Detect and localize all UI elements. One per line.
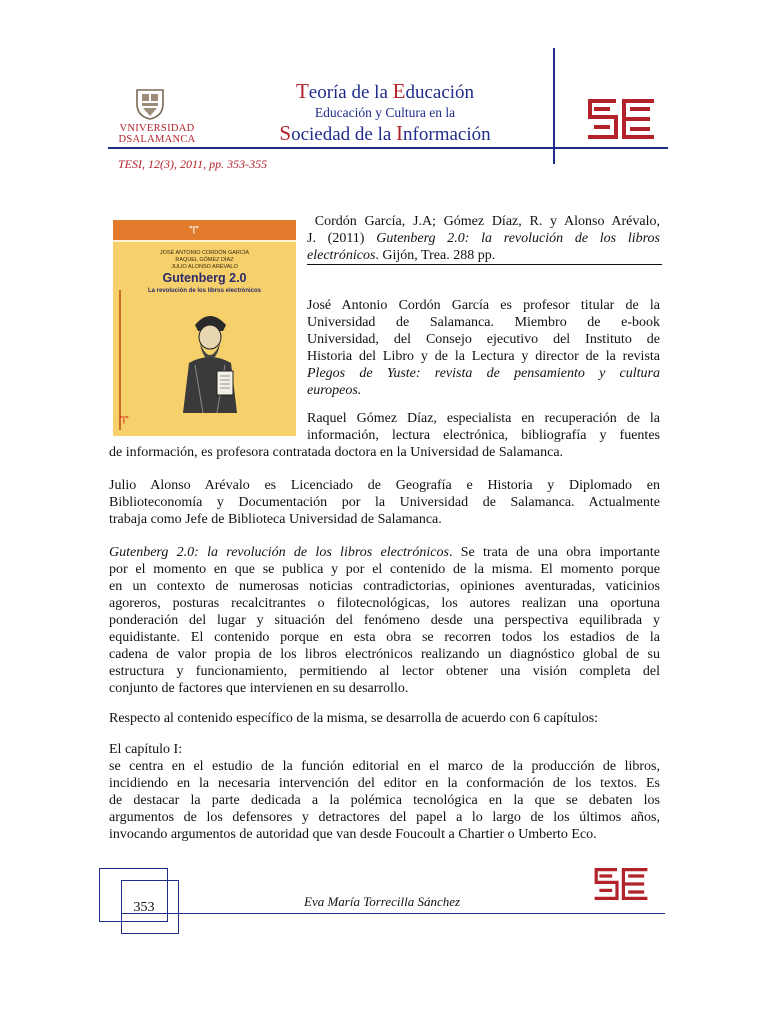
footer-rule (121, 913, 665, 914)
paragraph-author-1: José Antonio Cordón García es profesor titular de la Universidad de Salamanca. Miembro de e-book Universidad, del Consejo ejecutivo del Instituto de Historia del Libro y de la Lectura y director de la revista Plegos de Yuste: revista de pensamiento y cultura europeos. (307, 298, 660, 398)
university-name: VNIVERSIDAD DSALAMANCA (118, 123, 196, 145)
page-number: 353 (133, 900, 155, 915)
cover-subtitle: La revolución de los libros electrónicos (147, 288, 262, 294)
cover-title: Gutenberg 2.0 (162, 271, 247, 285)
paragraph-chapters-intro: Respecto al contenido específico de la misma, se desarrolla de acuerdo con 6 capítulos: (109, 711, 599, 726)
cover-authors: JOSÉ ANTONIO CORDÓN GARCÍA RAQUEL GÓMEZ DÍAZ JULIO ALONSO ARÉVALO (159, 250, 250, 270)
journal-title: Teoría de la Educación Educación y Cultura en la Sociedad de la Información (279, 79, 491, 145)
footer-author: Eva María Torrecilla Sánchez (304, 894, 461, 909)
se-logo-icon (586, 97, 656, 141)
publisher-mark: "|" (189, 225, 199, 234)
paragraph-author-2: Raquel Gómez Díaz, especialista en recuperación de la información, lectura electrónica, bibliografía y fuentes de información, es profesora contratada doctora en la Universidad de Salamanca. (109, 411, 660, 460)
header-divider-horizontal (108, 147, 668, 149)
journal-citation: TESI, 12(3), 2011, pp. 353-355 (118, 157, 268, 171)
reference-underline (307, 264, 662, 265)
paragraph-author-3: Julio Alonso Arévalo es Licenciado de Geografía e Historia y Diplomado en Biblioteconomía y Documentación por la Universidad de Salamanca. Actualmente trabaja como Jefe de Biblioteca Universidad de Salamanca. (109, 478, 660, 527)
cover-spine-text-decoration (116, 290, 124, 430)
paragraph-review: Gutenberg 2.0: la revolución de los libros electrónicos. Se trata de una obra importante por el momento en que se publica y por el contenido de la misma. El momento porque en un contexto de numerosas noticias contradictorias, opiniones aventuradas, vaticinios agoreros, posturas recalcitrantes o filotecnológicas, los autores realizan una oportuna ponderación del lugar y situación del fenómeno desde una perspectiva equilibrada y equidistante. El contenido porque en esta obra se recorren todos los estadios de la cadena de valor propia de los libros electrónicos realizando un diagnóstico global de su estructura y funcionamiento, permitiendo al lector obtener una visión completa del conjunto de factores que intervienen en su desarrollo. (109, 545, 661, 696)
paragraph-chapter-1: El capítulo I: se centra en el estudio de la función editorial en el marco de la producción de libros, incidiendo en la necesaria intervención del editor en la conformación de los textos. Es de destacar la parte dedicada a la polémica tecnológica en la que se debaten los argumentos de los defensores y detractores del papel a lo largo de los últimos años, invocando argumentos de autoridad que van desde Foucoult a Chartier o Umberto Eco. (109, 742, 660, 842)
university-seal-icon (133, 86, 167, 120)
book-cover (113, 220, 296, 436)
book-reference: Cordón García, J.A; Gómez Díaz, R. y Alonso Arévalo, J. (2011) Gutenberg 2.0: la revolución de los libros electrónicos. Gijón, Trea. 288 pp. (307, 214, 660, 263)
gutenberg-portrait-icon (173, 305, 248, 413)
publisher-mark-bottom: "|" (119, 415, 129, 424)
se-logo-icon (593, 866, 649, 902)
